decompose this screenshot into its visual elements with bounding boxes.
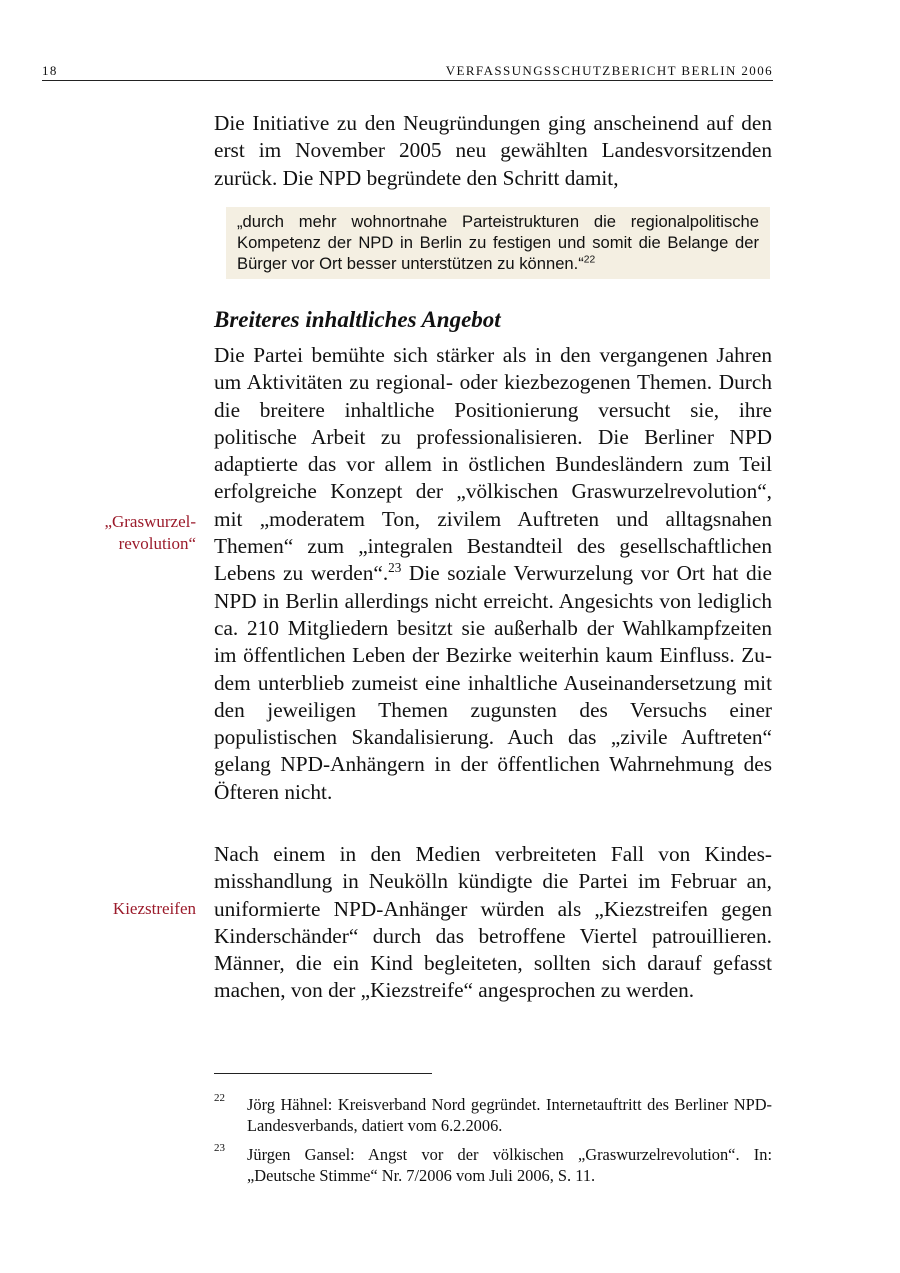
footnote-ref-23: 23 [388,560,402,576]
footnote [214,1144,772,1186]
footnote-ref-22: 22 [583,254,596,266]
quote-text: „durch mehr wohnortnahe Parteistrukturen die regionalpolitische Kompetenz der NPD in Berlin zu festigen und somit die Belange der Bürger vor Ort besser unterstützen zu können.“ [237,212,759,273]
footnote [214,1094,772,1136]
kiezstreifen-paragraph: Nach einem in den Medien verbreiteten Fall von Kindesmisshandlung in Neukölln kündigte die Partei im Februar an, uniformierte NPD-Anhänger würden als „Kiezstreifen gegen Kinderschänder“ durch das betroffene Viertel patrouillieren. Männer, die ein Kind begleiteten, sollten sich darauf gefasst machen, von der „Kiezstreife“ angesprochen zu werden. [214,842,772,1003]
running-title: VERFASSUNGSSCHUTZBERICHT BERLIN 2006 [445,63,773,78]
footnote-text: Jörg Hähnel: Kreisverband Nord gegründet. Internetauftritt des Berliner NPD-Landesverbands, datiert vom 6.2.2006. [247,1095,772,1135]
marginal-note-graswurzel-line1: „Graswurzel- [104,512,196,531]
quote-box [226,207,770,279]
running-header [42,62,773,81]
main-paragraph [214,342,772,806]
footnote-number: 23 [214,1142,225,1154]
marginal-note-graswurzel [104,511,196,555]
intro-paragraph: Die Initiative zu den Neugründungen ging anscheinend auf den erst im November 2005 neu gewählten Landesvorsitzenden zurück. Die NPD begründete den Schritt damit, [214,111,772,190]
main-paragraph-part1: Die Partei bemühte sich stärker als in den vergangenen Jahren um Aktivitäten zu regional- oder kiezbezogenen Themen. Durch die breitere inhaltliche Positionierung versucht sie, ihre politische Arbeit zu professionalisieren. Die Berliner NPD adaptierte das vor allem in östlichen Bundesländern zum Teil erfolgreiche Konzept der „völkischen Graswurzelrevolution“, mit „moderatem Ton, zivilem Auftreten und alltagsnahen Themen“ zum „integralen Bestandteil des gesellschaftlichen Lebens zu werden“. [214,343,772,586]
main-paragraph-part2: Die soziale Verwurzelung vor Ort hat die NPD in Berlin allerdings nicht erreicht. Angesichts von lediglich ca. 210 Mitgliedern besitzt sie außerhalb der Wahlkampfzeiten im öffentlichen Leben der Bezirke weiterhin kaum Einfluss. Zudem unterblieb zumeist eine inhaltliche Auseinandersetzung mit den jeweiligen Themen zugunsten des Versuchs einer populistischen Skandalisierung. Auch das „zivile Auftreten“ gelang NPD-Anhängern in der öffentlichen Wahrnehmung des Öfteren nicht. [214,561,773,804]
footnote-number: 22 [214,1092,225,1104]
footnote-text: Jürgen Gansel: Angst vor der völkischen „Graswurzelrevolution“. In: „Deutsche Stimme“ Nr. 7/2006 vom Juli 2006, S. 11. [247,1145,772,1185]
marginal-note-kiezstreifen: Kiezstreifen [112,899,196,918]
section-heading: Breiteres inhaltliches Angebot [214,307,501,332]
footnote-separator [214,1073,432,1074]
page-number: 18 [42,63,58,78]
marginal-note-graswurzel-line2: revolution“ [118,534,196,553]
